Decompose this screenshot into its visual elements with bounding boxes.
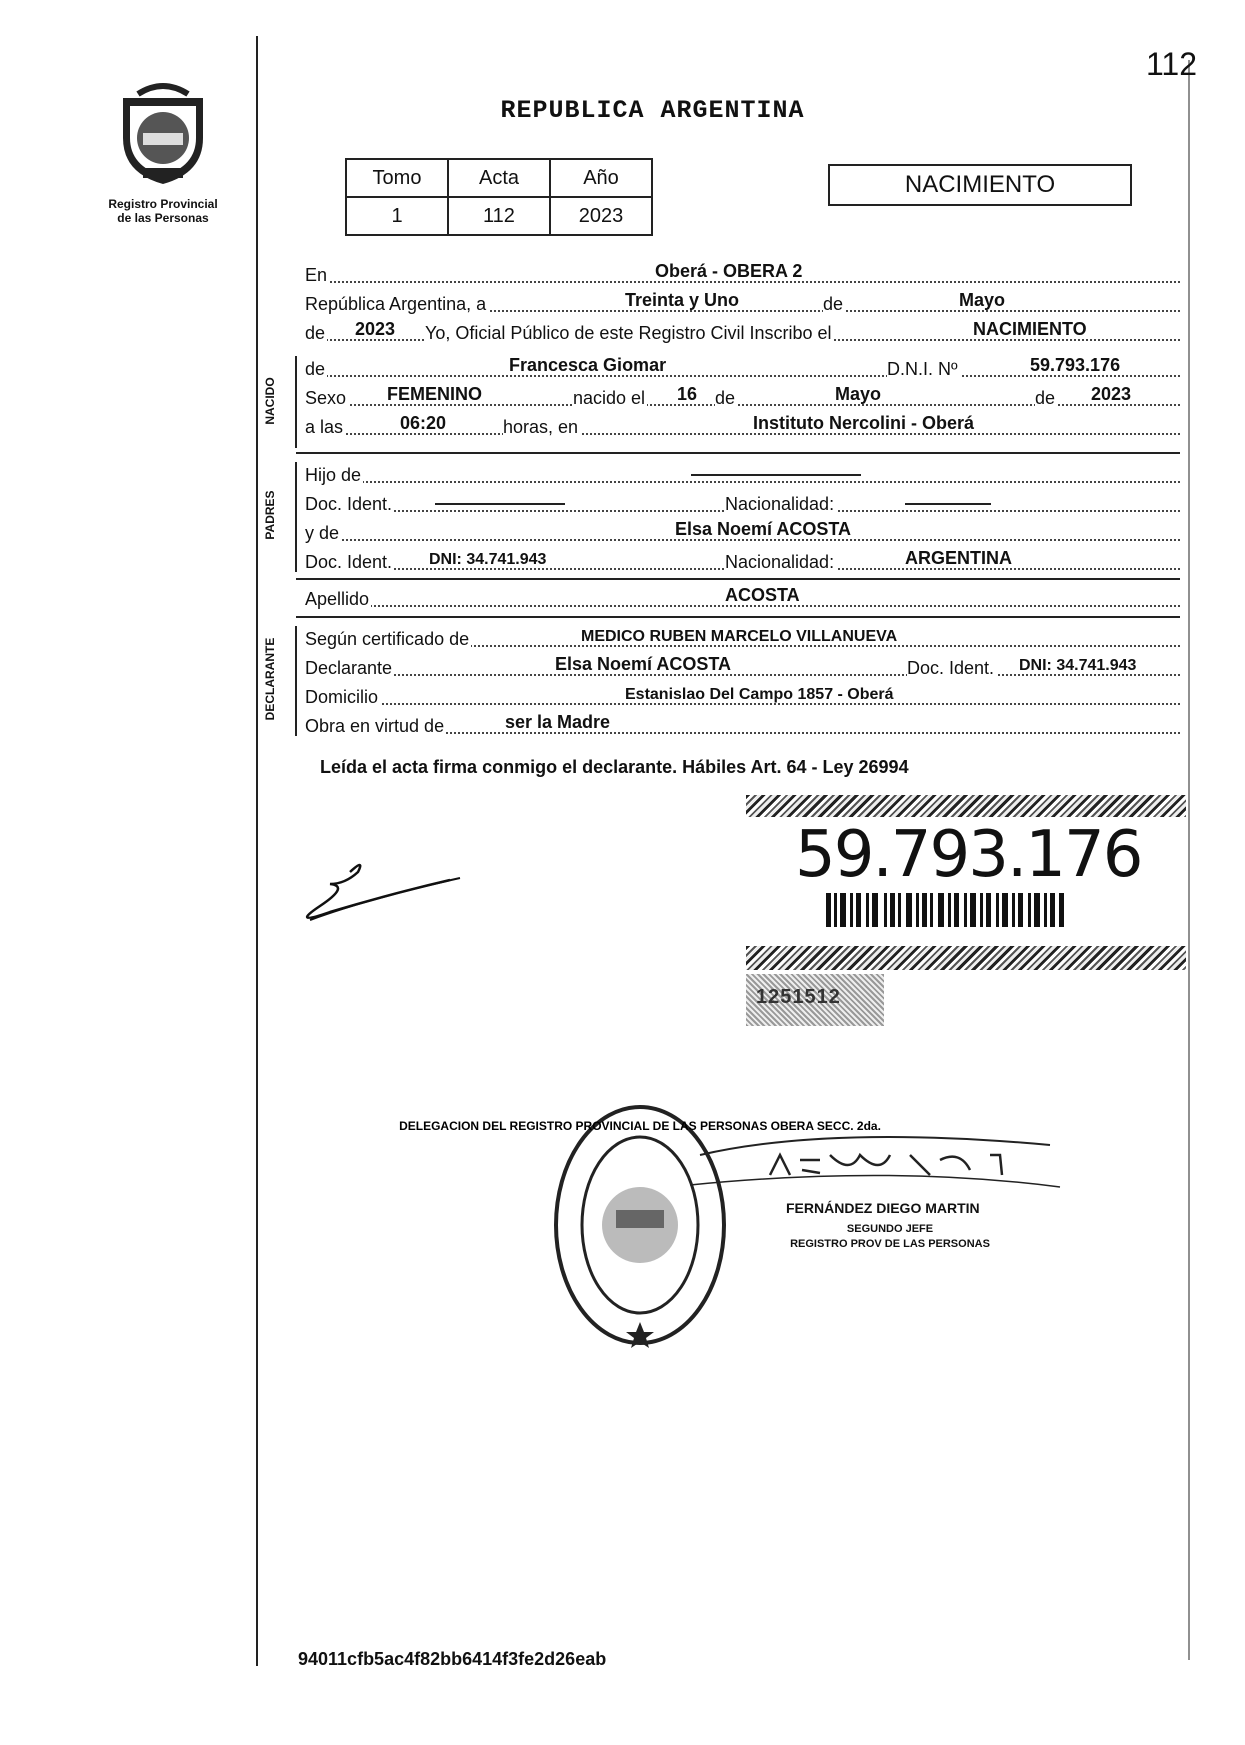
value-padre-blank — [691, 474, 861, 476]
row-yde: y de Elsa Noemí ACOSTA — [305, 520, 1180, 544]
official-name: FERNÁNDEZ DIEGO MARTIN — [786, 1200, 980, 1216]
record-type-box: NACIMIENTO — [828, 164, 1132, 206]
value-anio: 2023 — [355, 319, 396, 339]
official-role: SEGUNDO JEFE REGISTRO PROV DE LAS PERSONAS — [790, 1223, 990, 1250]
value-mes: Mayo — [959, 290, 1006, 310]
barcode-icon — [826, 893, 1066, 927]
security-band-top — [746, 795, 1186, 817]
row-hora: a las 06:20 horas, en Instituto Nercolini - Oberá — [305, 414, 1180, 438]
value-obra: ser la Madre — [505, 712, 611, 732]
section-declarante: DECLARANTE — [263, 637, 277, 721]
legal-text: Leída el acta firma conmigo el declarante. Hábiles Art. 64 - Ley 26994 — [320, 757, 909, 777]
row-declarante: Declarante Elsa Noemí ACOSTA Doc. Ident. DNI: 34.741.943 — [305, 655, 1180, 679]
security-band-bottom — [746, 946, 1186, 970]
logo-caption: Registro Provincial de las Personas — [108, 197, 218, 225]
value-doc-declarante: DNI: 34.741.943 — [1019, 657, 1137, 674]
section-nacido: NACIDO — [263, 377, 277, 425]
value-sexo: FEMENINO — [387, 384, 483, 404]
value-nac-madre: ARGENTINA — [905, 548, 1012, 568]
page-number: 112 — [1145, 46, 1197, 82]
value-lugar-nac: Instituto Nercolini - Oberá — [753, 413, 975, 433]
right-margin-line — [1188, 60, 1190, 1660]
value-anio-nac: 2023 — [1091, 384, 1132, 404]
record-meta-table — [345, 158, 653, 236]
value-doc-madre: DNI: 34.741.943 — [429, 551, 547, 568]
row-certificado: Según certificado de MEDICO RUBEN MARCELO VILLANUEVA — [305, 626, 1180, 650]
official-signature — [690, 1125, 1070, 1195]
label-en: En — [305, 265, 328, 285]
row-doc1: Doc. Ident. Nacionalidad: — [305, 491, 1180, 515]
value-domicilio: Estanislao Del Campo 1857 - Oberá — [625, 686, 894, 703]
row-domicilio: Domicilio Estanislao Del Campo 1857 - Oberá — [305, 684, 1180, 708]
row-doc2: Doc. Ident. DNI: 34.741.943 Nacionalidad: ARGENTINA — [305, 549, 1180, 573]
row-sexo: Sexo FEMENINO nacido el 16 de Mayo de 2023 — [305, 385, 1180, 409]
value-tipo: NACIMIENTO — [973, 319, 1087, 339]
left-margin-line — [256, 36, 258, 1666]
section-padres: PADRES — [263, 490, 277, 540]
anio-value: 2023 — [550, 197, 652, 235]
value-doc-padre — [435, 503, 565, 505]
acta-value: 112 — [448, 197, 550, 235]
value-mes-nac: Mayo — [835, 384, 882, 404]
seal-text: DELEGACION DEL REGISTRO PROVINCIAL DE LAS PERSONAS OBERA SECC. 2da. — [399, 1119, 881, 1133]
row-nacido-de: de Francesca Giomar D.N.I. Nº 59.793.176 — [305, 356, 1180, 380]
value-nombre: Francesca Giomar — [509, 355, 667, 375]
row-apellido: Apellido ACOSTA — [305, 586, 1180, 610]
document-hash: 94011cfb5ac4f82bb6414f3fe2d26eab — [298, 1649, 607, 1669]
row-obra: Obra en virtud de ser la Madre — [305, 713, 1180, 737]
document-title: REPUBLICA ARGENTINA — [500, 96, 805, 125]
security-number: 59.793.176 — [795, 818, 1142, 892]
row-year: de 2023 Yo, Oficial Público de este Registro Civil Inscribo el NACIMIENTO — [305, 320, 1180, 344]
anio-header: Año — [550, 159, 652, 197]
security-small-code: 1251512 — [756, 986, 841, 1008]
value-apellido: ACOSTA — [725, 585, 800, 605]
declarant-signature — [290, 850, 470, 930]
acta-header: Acta — [448, 159, 550, 197]
value-lugar: Oberá - OBERA 2 — [655, 261, 803, 281]
value-nac-padre — [905, 503, 991, 505]
value-hora: 06:20 — [400, 413, 447, 433]
value-certificado: MEDICO RUBEN MARCELO VILLANUEVA — [581, 628, 898, 645]
value-dni-nacido: 59.793.176 — [1030, 355, 1121, 375]
value-dia-nac: 16 — [677, 384, 698, 404]
row-republica: República Argentina, a Treinta y Uno de Mayo — [305, 291, 1180, 315]
tomo-value: 1 — [346, 197, 448, 235]
tomo-header: Tomo — [346, 159, 448, 197]
value-madre: Elsa Noemí ACOSTA — [675, 519, 852, 539]
row-en — [305, 262, 1180, 286]
value-declarante: Elsa Noemí ACOSTA — [555, 654, 732, 674]
provincial-emblem-icon — [108, 78, 218, 188]
value-dia: Treinta y Uno — [625, 290, 740, 310]
row-hijo: Hijo de — [305, 462, 1180, 486]
